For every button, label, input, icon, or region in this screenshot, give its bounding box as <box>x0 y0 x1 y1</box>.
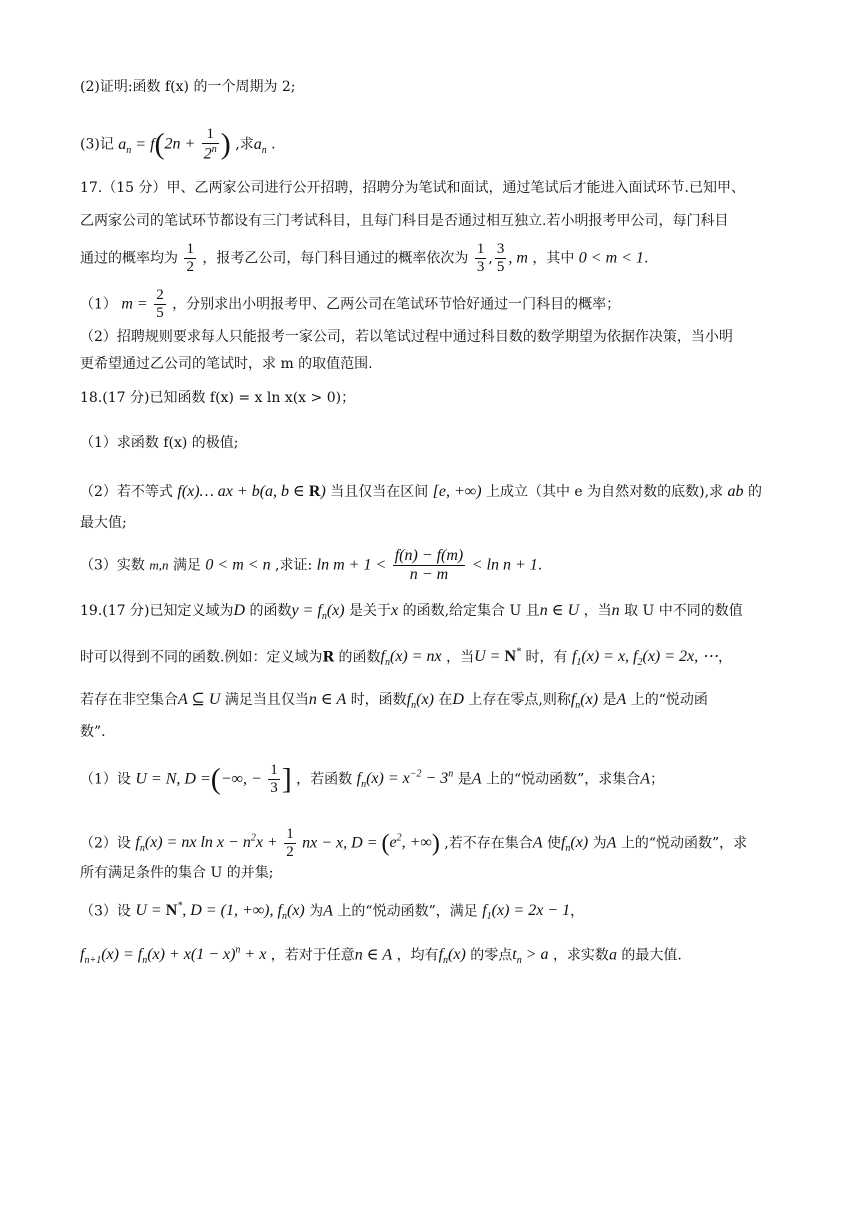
q19-part3-line1: （3）设 U = N*, D = (1, +∞), $f_n(x)$ 为A 上的“悦动函数”，满足 $f_1(x) = 2x - 1$， <box>80 901 585 923</box>
q19-part1: （1）设 U = N, D =(−∞, − $\frac{1}{3}$ ] ，若函数 $f_n(x) = x^{-2} - 3^n$ 是A 上的“悦动函数”，求集合A； <box>80 762 665 796</box>
q18-part2-line1: （2）若不等式 f(x)… ax + b(a, b ∈ R) 当且仅当在区间 [e, +∞) 上成立（其中 e 为自然对数的底数),求 ab 的 <box>80 483 762 500</box>
q18-part2-line2: 最大值; <box>80 515 127 531</box>
q16-part3-ask: ,求 <box>235 136 254 153</box>
q17-line1: 17.（15 分）甲、乙两家公司进行公开招聘，招聘分为笔试和面试，通过笔试后才能进入面试环节.已知甲、 <box>80 180 745 196</box>
q19-line3: 若存在非空集合A ⊆ U 满足当且仅当n ∈ A 时，函数$f_n(x)$ 在D 上存在零点,则称$f_n(x)$ 是A 上的“悦动函 <box>80 691 708 712</box>
q16-part2: (2)证明:函数 f(x) 的一个周期为 2; <box>80 79 296 95</box>
q17-line3: 通过的概率均为 $\frac{1}{2}$ ，报考乙公司，每门科目通过的概率依次为 $\frac{1}{3}$ , $\frac{3}{5}$ , m ，其中 0 < m < 1. <box>80 241 649 275</box>
q17-line2: 乙两家公司的笔试环节都设有三门考试科目，且每门科目是否通过相互独立.若小明报考甲公司，每门科目 <box>80 213 729 229</box>
q17-part2-line2: 更希望通过乙公司的笔试时，求 m 的取值范围. <box>80 356 373 372</box>
q19-part3-line2: $f_{n+1}(x) = f_n(x) + x(1 - x)^n + x$ ，若对于任意n ∈ A ，均有$f_n(x)$ 的零点$t_n > a$ ，求实数a 的最大值. <box>80 945 682 967</box>
q19-line2: 时可以得到不同的函数.例如：定义域为R 的函数$f_n(x)$ = nx ，当U = N* 时，有 $f_1(x) = x$, $f_2(x) = 2x$, ⋯， <box>80 647 733 669</box>
q16-part3: (3)记 $a_n = f(2n$ + $\frac{1}{2^n}$ ) ,求$a_n$ . <box>80 126 276 162</box>
q18-line1: 18.(17 分)已知函数 f(x) = x ln x(x > 0)； <box>80 390 356 406</box>
q19-line1: 19.(17 分)已知定义域为D 的函数$y = f_n(x)$ 是关于x 的函数,给定集合 U 且n ∈ U ，当n 取 U 中不同的数值 <box>80 602 743 623</box>
q17-part1: （1） m = $\frac{2}{5}$ ，分别求出小明报考甲、乙两公司在笔试环节恰好通过一门科目的概率； <box>80 287 621 321</box>
q16-part3-label: (3)记 <box>80 136 114 153</box>
q18-part1: （1）求函数 f(x) 的极值; <box>80 435 239 451</box>
q18-part3: （3）实数 m,n 满足 0 < m < n ,求证: ln m + 1 < $\frac{f(n) - f(m)}{n - m}$ < ln n + 1. <box>80 547 543 583</box>
q19-part2-line2: 所有满足条件的集合 U 的并集; <box>80 865 274 881</box>
q17-part2-line1: （2）招聘规则要求每人只能报考一家公司，若以笔试过程中通过科目数的数学期望为依据作决策，当小明 <box>80 329 733 345</box>
q19-line4: 数”. <box>80 724 106 740</box>
q19-part2-line1: （2）设 $f_n(x)$ = nx $\ln x - n^2x$ + $\frac{1}{2}$ nx − x, $D = (e^2$, +∞) ,若不存在集合A 使$f_n(x)$ 为A 上的“悦动函数”，求 <box>80 826 748 860</box>
